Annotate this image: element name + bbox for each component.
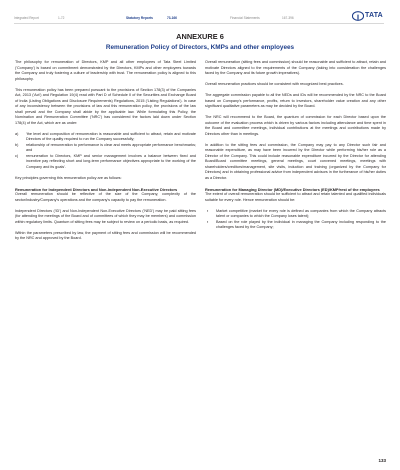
bullet-list bbox=[205, 209, 386, 231]
list-item bbox=[15, 154, 196, 171]
list-marker: c) bbox=[15, 153, 19, 158]
list-item-text: Market competitive (market for every role is defined as companies from which the Company attracts talent or companies to which the Company loses talent); bbox=[216, 208, 386, 218]
list-item bbox=[205, 220, 386, 231]
list-marker: b) bbox=[15, 142, 19, 147]
tata-logo bbox=[352, 10, 386, 24]
annexure-title: ANNEXURE 6 bbox=[176, 32, 224, 41]
paragraph: In addition to the sitting fees and commission, the Company may pay to any Director such fair and reasonable expenditure, as may have been incurred by the Director while performing his/her role as a Director of the Company. This could include reasonable expenditure incurred by the Director for attending Board/Board committee meetings, general meetings, court convened meetings, meetings with shareholders/creditors/management, site visits, induction and training (organized by the Company for Directors) and in obtaining professional advice from independent advisors in the furtherance of his/her duties as a Director. bbox=[205, 142, 386, 180]
list-item-text: relationship of remuneration to performance is clear and meets appropriate performance benchmarks; and bbox=[26, 142, 196, 152]
section-heading: Remuneration for Managing Director (MD)/Executive Directors (ED)/KMP/rest of the employees bbox=[205, 186, 380, 192]
bullet-icon: ▪ bbox=[207, 219, 209, 224]
nav-statutory-reports[interactable]: Statutory Reports bbox=[126, 16, 153, 20]
nav-financial-statements-pages[interactable]: 167-396 bbox=[282, 16, 294, 20]
paragraph: Key principles governing this remuneration policy are as follows: bbox=[15, 175, 122, 180]
paragraph: This remuneration policy has been prepared pursuant to the provisions of Section 178(3) of the Companies Act, 2013 ('Act') and Regulation 19(4) read with Part D of Schedule II of the Securities and Exchange Board of India (Listing Obligations and Disclosure Requirements) Regulations, 2015 ('Listing Regulations'). In case of any inconsistency between the provisions of law and this remuneration policy, the provisions of the law shall prevail and the Company shall abide by the applicable law. While formulating this Policy, the Nomination and Remuneration Committee ('NRC') has considered the factors laid down under Section 178(4) of the Act, which are as under: bbox=[15, 87, 196, 125]
nav-integrated-report[interactable]: Integrated Report bbox=[14, 16, 39, 20]
left-column bbox=[15, 60, 196, 247]
list-item-text: Based on the role played by the individual in managing the Company including responding to the challenges faced by the Company; bbox=[216, 219, 386, 229]
logo-text: TATA bbox=[365, 12, 383, 19]
list-item bbox=[15, 132, 196, 143]
list-marker: a) bbox=[15, 131, 19, 136]
paragraph: Overall remuneration should be reflective of the size of the Company, complexity of the sector/industry/Company's operations and the company's capacity to pay the remuneration. bbox=[15, 192, 196, 202]
nav-integrated-report-pages[interactable]: 1-72 bbox=[58, 16, 65, 20]
nav-statutory-reports-pages[interactable]: 73-166 bbox=[167, 16, 177, 20]
bullet-icon: ▪ bbox=[207, 208, 209, 213]
paragraph: Within the parameters prescribed by law, the payment of sitting fees and commission will be recommended by the NRC and approved by the Board. bbox=[15, 230, 196, 240]
paragraph: Overall remuneration (sitting fees and commission) should be reasonable and sufficient to attract, retain and motivate Directors aligned to the requirements of the Company (taking into consideration the challenges faced by the Company and its future growth imperatives). bbox=[205, 60, 386, 75]
paragraph: The philosophy for remuneration of Directors, KMP and all other employees of Tata Steel Limited ('Company') is based on commitment demonstrated by the Directors, KMPs and other employees towards the Company and truly fostering a culture of leadership with trust. The remuneration policy is aligned to this philosophy. bbox=[15, 60, 196, 81]
list-item bbox=[205, 209, 386, 220]
header-divider bbox=[14, 23, 384, 24]
paragraph: The aggregate commission payable to all the NEDs and IDs will be recommended by the NRC to the Board based on Company's performance, profits, return to investors, shareholder value creation and any other significant qualitative parameters as may be decided by the Board. bbox=[205, 93, 386, 108]
paragraph: The extent of overall remuneration should be sufficient to attract and retain talented and qualified individuals suitable for every role. Hence remuneration should be: bbox=[205, 192, 386, 202]
right-column bbox=[205, 60, 386, 236]
list-item-text: remuneration to Directors, KMP and senior management involves a balance between fixed and incentive pay reflecting short and long-term performance objectives appropriate to the working of the Company and its goals'. bbox=[26, 153, 196, 169]
list-item bbox=[15, 143, 196, 154]
nav-financial-statements[interactable]: Financial Statements bbox=[230, 16, 260, 20]
paragraph: Independent Directors ('ID') and Non-Independent Non-Executive Directors ('NED') may be paid sitting fees (for attending the meetings of the Board and of committees of which they may be members) and commission within regulatory limits. Quantum of sitting fees may be subject to review on a periodic basis, as required. bbox=[15, 208, 196, 224]
policy-title: Remuneration Policy of Directors, KMPs and other employees bbox=[105, 44, 295, 51]
list-item-text: 'the level and composition of remuneration is reasonable and sufficient to attract, retain and motivate Directors of the quality required to run the Company successfully; bbox=[26, 131, 196, 141]
tata-logo-icon bbox=[352, 11, 364, 21]
paragraph: Overall remuneration practices should be consistent with recognized best practices. bbox=[205, 82, 344, 86]
factor-list bbox=[15, 132, 196, 171]
section-heading: Remuneration for Independent Directors and Non-Independent Non-Executive Directors bbox=[15, 186, 178, 192]
page-number: 133 bbox=[378, 458, 386, 463]
paragraph: The NRC will recommend to the Board, the quantum of commission for each Director based upon the outcome of the evaluation process which is driven by various factors including attendance and time spent in the Board and committee meetings, individual contributions at the meetings and contributions made by Directors other than in meetings. bbox=[205, 115, 386, 136]
